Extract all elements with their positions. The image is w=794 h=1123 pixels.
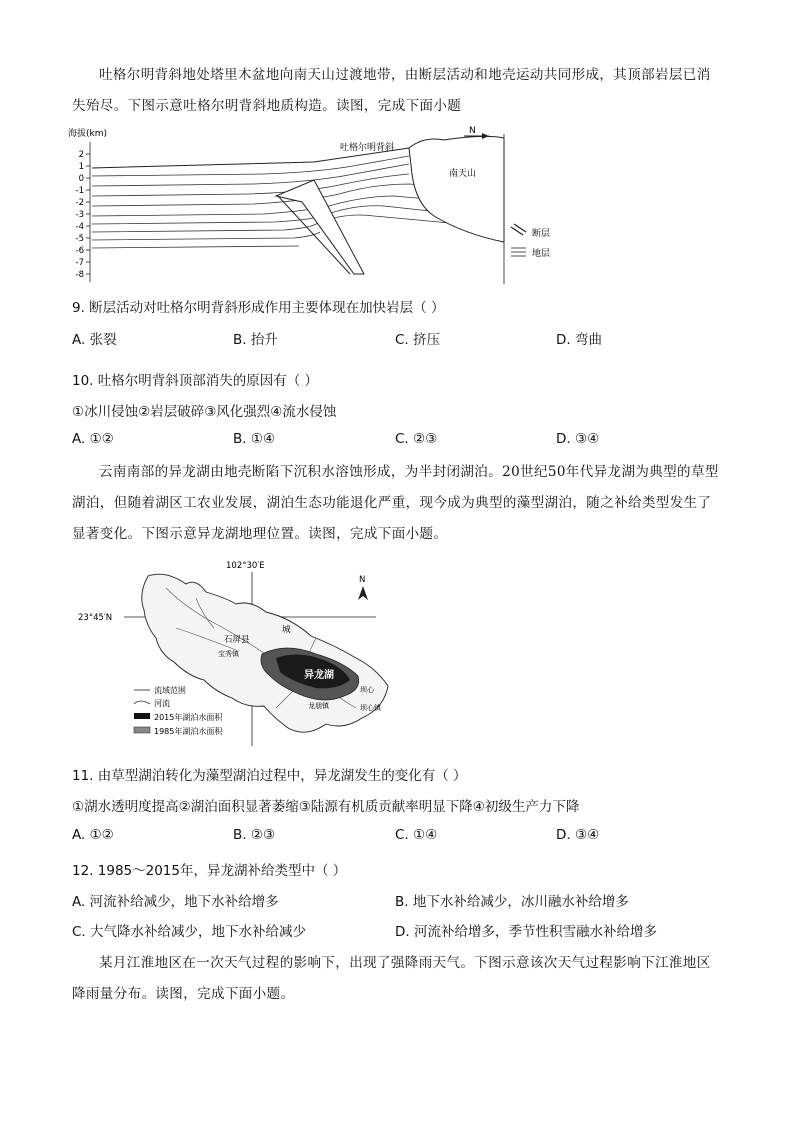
- passage-1: 吐格尔明背斜地处塔里木盆地向南天山过渡地带，由断层活动和地壳运动共同形成，其顶部岩层已消失殆尽。下图示意吐格尔明背斜地质构造。读图，完成下面小题: [72, 67, 711, 114]
- yilong-lake-map-figure: [76, 558, 396, 748]
- svg-text:-7: -7: [75, 258, 84, 268]
- svg-text:-2: -2: [75, 198, 84, 208]
- town-label-1: 石屏县: [224, 635, 250, 645]
- q12-option-c[interactable]: C. 大气降水补给减少，地下水补给减少: [72, 924, 307, 940]
- q11-option-b[interactable]: B. ②③: [233, 827, 276, 843]
- svg-text:-1: -1: [75, 186, 84, 196]
- town-label-2: 城: [282, 625, 291, 635]
- svg-text:2: 2: [78, 150, 84, 160]
- lake-label: 异龙湖: [304, 670, 334, 681]
- legend-fault: 断层: [532, 229, 551, 239]
- place-label-4: 宝秀镇: [218, 650, 239, 658]
- passage-2: 云南南部的异龙湖由地壳断陷下沉积水溶蚀形成，为半封闭湖泊。20世纪50年代异龙湖为典型的草型湖泊，但随着湖区工农业发展，湖泊生态功能退化严重，现今成为典型的藻型湖泊，随之补给类型发生了显著变化。下图示意异龙湖地理位置。读图，完成下面小题。: [72, 464, 719, 542]
- q12-option-a[interactable]: A. 河流补给减少，地下水补给增多: [72, 894, 279, 910]
- svg-text:0: 0: [78, 174, 84, 184]
- q12-option-d[interactable]: D. 河流补给增多，季节性积雪融水补给增多: [395, 924, 657, 940]
- q9-stem: 9. 断层活动对吐格尔明背斜形成作用主要体现在加快岩层（ ）: [72, 300, 445, 316]
- q10-option-d[interactable]: D. ③④: [556, 431, 600, 447]
- svg-text:1: 1: [78, 162, 84, 172]
- legend-1985: 1985年湖泊水面积: [154, 727, 223, 736]
- q9-option-b[interactable]: B. 抬升: [233, 332, 278, 348]
- place-label-1: 坝心: [360, 686, 374, 694]
- q11-option-c[interactable]: C. ①④: [395, 827, 438, 843]
- q9-option-a[interactable]: A. 张裂: [72, 332, 117, 348]
- place-label-2: 坝心镇: [360, 704, 381, 712]
- fault-legend-icon: [511, 224, 526, 235]
- north-arrow-icon: [358, 586, 368, 600]
- q9-option-d[interactable]: D. 弯曲: [556, 332, 602, 348]
- q11-stem: 11. 由草型湖泊转化为藻型湖泊过程中，异龙湖发生的变化有（ ）: [72, 768, 467, 784]
- svg-text:-5: -5: [75, 234, 84, 244]
- anticline-cross-section-figure: [64, 124, 564, 286]
- svg-text:-8: -8: [75, 270, 84, 280]
- strata-legend-icon: [511, 248, 526, 256]
- legend-strata: 地层: [532, 249, 551, 259]
- q10-items: ①冰川侵蚀②岩层破碎③风化强烈④流水侵蚀: [72, 404, 337, 420]
- passage-3: 某月江淮地区在一次天气过程的影响下，出现了强降雨天气。下图示意该次天气过程影响下江淮地区降雨量分布。读图，完成下面小题。: [72, 955, 711, 1002]
- anticline-label: 吐格尔明背斜: [340, 143, 395, 153]
- q10-option-c[interactable]: C. ②③: [395, 431, 438, 447]
- q10-option-b[interactable]: B. ①④: [233, 431, 276, 447]
- mountain-label: 南天山: [449, 169, 477, 179]
- svg-text:-6: -6: [75, 246, 84, 256]
- q10-option-a[interactable]: A. ①②: [72, 431, 114, 447]
- legend-2015: 2015年湖泊水面积: [154, 713, 223, 722]
- place-label-3: 龙朋镇: [308, 702, 329, 710]
- longitude-label: 102°30′E: [226, 561, 265, 571]
- q12-option-b[interactable]: B. 地下水补给减少，冰川融水补给增多: [395, 894, 629, 910]
- q11-option-d[interactable]: D. ③④: [556, 827, 600, 843]
- q11-items: ①湖水透明度提高②湖泊面积显著萎缩③陆源有机质贡献率明显下降④初级生产力下降: [72, 799, 580, 815]
- q9-option-c[interactable]: C. 挤压: [395, 332, 441, 348]
- q10-stem: 10. 吐格尔明背斜顶部消失的原因有（ ）: [72, 373, 319, 389]
- svg-text:-4: -4: [75, 222, 84, 232]
- legend-river: 河流: [154, 699, 170, 708]
- y-axis-label: 海拔(km): [68, 129, 108, 139]
- north-label: N: [469, 126, 476, 136]
- map-north-label: N: [359, 575, 366, 585]
- q11-option-a[interactable]: A. ①②: [72, 827, 114, 843]
- svg-text:-3: -3: [75, 210, 84, 220]
- q12-stem: 12. 1985～2015年，异龙湖补给类型中（ ）: [72, 863, 347, 879]
- legend-basin: 流域范围: [154, 686, 186, 695]
- latitude-label: 23°45′N: [78, 613, 113, 623]
